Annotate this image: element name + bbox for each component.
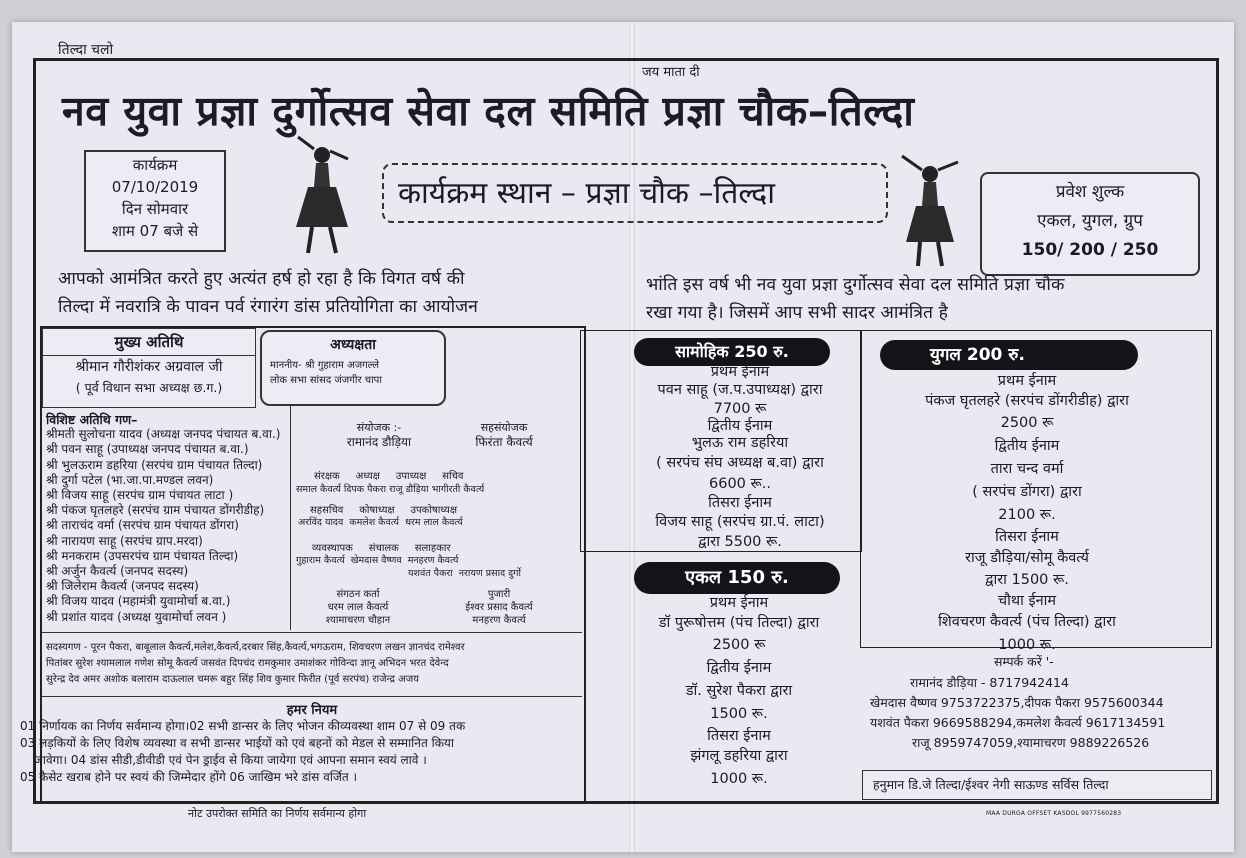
names-row3a: गुहाराम कैवर्त्य खेमदास वैष्णव मनहरण कैवर्त्य	[296, 555, 459, 566]
guests-divider	[290, 406, 291, 630]
poster-title: नव युवा प्रज्ञा दुर्गोत्सव सेवा दल समिति प्रज्ञा चौक–तिल्दा	[62, 87, 915, 135]
prize-line: तारा चन्द वर्मा	[990, 461, 1064, 477]
presidency-line2: लोक सभा सांसद जंजगीर चापा	[270, 375, 382, 386]
entry-fee-categories: एकल, युगल, ग्रुप	[1037, 211, 1143, 231]
members-divider	[42, 632, 582, 633]
prize-line: प्रथम ईनाम	[997, 373, 1057, 389]
prize-line: 1000 रू.	[998, 637, 1056, 653]
prize-line: 2500 रू	[1000, 415, 1054, 431]
organizer-label: संगठन कर्ता	[336, 589, 380, 600]
program-date: 07/10/2019	[111, 178, 199, 196]
roles-row3: व्यवस्थापक संचालक सलाहकार	[312, 543, 451, 554]
chief-guest-post: ( पूर्व विधान सभा अध्यक्ष छ.ग.)	[75, 380, 223, 395]
solo-prize-header: एकल 150 रु.	[634, 562, 840, 594]
prize-line: प्रथम ईनाम	[710, 364, 770, 380]
list-item: श्री मनकराम (उपसरपंच ग्राम पंचायत तिल्दा)	[46, 548, 239, 563]
priest-label: पुजारी	[487, 589, 511, 600]
prize-line: तिसरा ईनाम	[995, 529, 1059, 545]
presidency-line1: माननीय- श्री गुहाराम अजगल्ले	[270, 360, 380, 371]
invitation-line1-right: भांति इस वर्ष भी नव युवा प्रज्ञा दुर्गोत्सव सेवा दल समिति प्रज्ञा चौक	[646, 275, 1065, 295]
prize-line: डॉ पुरूषोत्तम (पंच तिल्दा) द्वारा	[658, 615, 820, 631]
list-item: श्रीमती सुलोचना यादव (अध्यक्ष जनपद पंचायत ब.वा.)	[46, 427, 281, 442]
dancer-illustration-right	[890, 152, 970, 270]
contact-line: रामानंद डौड़िया - 8717942414	[910, 675, 1069, 690]
prize-line: ( सरपंच डोंगरा) द्वारा	[972, 484, 1082, 500]
list-item: श्री जिलेराम कैवर्त्य (जनपद सदस्य)	[46, 579, 199, 594]
list-item: श्री विजय साहू (सरपंच ग्राम पंचायत लाटा )	[46, 488, 234, 503]
rules-block	[20, 718, 465, 786]
names-row2: अरविंद यादव कमलेश कैवर्त्य धरम लाल कैवर्त्य	[298, 517, 463, 528]
members-line3: सुरेन्द्र देव अमर अशोक बलाराम दाऊलाल चमरू बहुर सिंह शिव कुमार फिरीत (पूर्व सरपंच) राजेन्द्र अजय	[46, 674, 419, 685]
contact-line: यशवंत पैकरा 9669588294,कमलेश कैवर्त्य 9617134591	[870, 715, 1166, 730]
members-line1: सदस्यगण - पूरन पैकरा, बाबूलाल कैवर्त्य,मलेश,कैवर्त्य,दरबार सिंह,कैवर्त्य,भगऊराम, शिवचरण लखन ज्ञानचंद रामेश्वर	[46, 642, 465, 653]
left-tag: तिल्दा चलो	[58, 42, 114, 58]
prize-line: द्वितीय ईनाम	[707, 418, 773, 434]
prize-line: द्वितीय ईनाम	[994, 438, 1060, 454]
list-item: श्री प्रशांत यादव (अध्यक्ष युवामोर्चा लवन )	[46, 609, 227, 624]
prize-line: 7700 रू	[713, 401, 767, 417]
prize-line: शिवचरण कैवर्त्य (पंच तिल्दा) द्वारा	[938, 614, 1116, 630]
prize-line: डॉ. सुरेश पैकरा द्वारा	[685, 683, 793, 699]
list-item: श्री भुलऊराम डहरिया (सरपंच ग्राम पंचायत तिल्दा)	[46, 457, 263, 472]
solo-prize-list	[594, 594, 884, 792]
priest-name: ईश्वर प्रसाद कैवर्त्य	[465, 602, 533, 613]
rule-line: 03 लड़कियों के लिए विशेष व्यवस्था व सभी डान्सर भाईयों को एवं बहनों को मेडल से सम्मानित किया	[20, 736, 454, 750]
rule-line: 01 निर्णायक का निर्णय सर्वमान्य होगा।02 सभी डान्सर के लिए भोजन कीव्यवस्था शाम 07 से 09 तक	[20, 719, 466, 733]
co-convener-name: फिरंता कैवर्त्य	[475, 435, 533, 449]
entry-fee-label: प्रवेश शुल्क	[1055, 182, 1125, 202]
program-label: कार्यक्रम	[132, 156, 178, 174]
contact-block	[862, 652, 1212, 753]
prize-line: भुलऊ राम डहरिया	[691, 435, 789, 451]
list-item: श्री अर्जुन कैवर्त्य (जनपद सदस्य)	[46, 564, 189, 579]
prize-line: द्वारा 1500 रू.	[985, 572, 1069, 588]
note-text: नोट उपरोक्त समिति का निर्णय सर्वमान्य होगा	[188, 807, 367, 820]
prize-line: प्रथम ईनाम	[709, 595, 769, 611]
prize-line: ( सरपंच संघ अध्यक्ष ब.वा) द्वारा	[656, 455, 824, 471]
rule-line: जावेगा। 04 डांस सीडी,डीवीडी एवं पेन ड्राईव से किया जायेगा एवं आपना समान स्वयं लावे ।	[34, 753, 427, 767]
prize-line: पंकज घृतलहरे (सरपंच डोंगरीडीह) द्वारा	[925, 393, 1129, 409]
contact-line: खेमदास वैष्णव 9753722375,दीपक पैकरा 9575600344	[870, 695, 1164, 710]
names-row3b: यशवंत पैकरा नरायण प्रसाद दुर्गो	[408, 568, 521, 579]
co-convener-label: सहसंयोजक	[480, 421, 528, 434]
rules-label: हमर नियम	[286, 703, 338, 718]
priest-name: मनहरण कैवर्त्य	[472, 615, 526, 626]
sound-box	[862, 770, 1212, 800]
group-prize-list	[600, 364, 880, 552]
printer-credit: MAA DURGA OFFSET KASDOL 9977560283	[986, 810, 1122, 817]
prize-line: 1500 रू.	[710, 706, 768, 722]
prize-line: विजय साहू (सरपंच ग्रा.पं. लाटा)	[655, 514, 825, 530]
rule-line: 05 कैसेट खराब होने पर स्वयं की जिम्मेदार होंगे 06 जाखिम भरे डांस वर्जित ।	[20, 770, 358, 784]
prize-line: द्वितीय ईनाम	[706, 660, 772, 676]
list-item: श्री विजय यादव (महामंत्री युवामोर्चा ब.वा.)	[46, 594, 231, 609]
dancer-illustration-left	[278, 135, 363, 260]
contact-label: सम्पर्क करें '-	[994, 654, 1054, 669]
list-item: श्री नारायण साहू (सरपंच ग्राप.मरदा)	[46, 533, 203, 548]
special-guests-label: विशिष्ट अतिथि गण–	[46, 412, 138, 427]
members-block	[46, 640, 465, 688]
prize-line: 2500 रू	[712, 637, 766, 653]
rules-divider	[42, 696, 582, 697]
organizer-name: श्यामाचरण चौहान	[325, 615, 391, 626]
contact-line: राजू 8959747059,श्यामाचरण 9889226526	[912, 735, 1150, 750]
list-item: श्री पंकज घृतलहरे (सरपंच ग्राम पंचायत डोंगरीडीह)	[46, 503, 265, 518]
chief-guest-box	[42, 328, 256, 408]
organizer-name: धरम लाल कैवर्त्य	[327, 602, 389, 613]
prize-line: चौथा ईनाम	[997, 593, 1057, 609]
chief-guest-name: श्रीमान गौरीशंकर अग्रवाल जी	[75, 359, 223, 375]
convener-label: संयोजक :-	[356, 421, 402, 434]
program-time: शाम 07 बजे से	[111, 222, 199, 240]
names-row1: समाल कैवर्त्य दिपक पैकरा राजू डौड़िया भागीरती कैवर्त्य	[296, 484, 485, 495]
entry-fee-box	[980, 172, 1200, 276]
special-guests-list	[46, 412, 288, 625]
prize-line: द्वारा 5500 रू.	[698, 534, 782, 550]
prize-line: राजू डौड़िया/सोमू कैवर्त्य	[965, 550, 1089, 566]
entry-fee-amounts: 150/ 200 / 250	[1021, 240, 1159, 260]
presidency-box	[260, 330, 446, 406]
list-item: श्री पवन साहू (उपाध्यक्ष जनपद पंचायत ब.वा.)	[46, 442, 249, 457]
roles-row2: सहसचिव कोषाध्यक्ष उपकोषाध्यक्ष	[310, 505, 458, 516]
convener-name: रामानंद डौड़िया	[346, 435, 412, 449]
group-prize-header: सामोहिक 250 रु.	[634, 338, 830, 366]
venue-text: कार्यक्रम स्थान – प्रज्ञा चौक –तिल्दा	[398, 176, 775, 211]
list-item: श्री दुर्गा पटेल (भा.जा.पा.मण्डल लवन)	[46, 472, 214, 487]
prize-line: 1000 रू.	[710, 771, 768, 787]
invitation-line2-right: रखा गया है। जिसमें आप सभी सादर आमंत्रित है	[646, 303, 948, 323]
right-tag: जय माता दी	[642, 65, 700, 80]
presidency-label: अध्यक्षता	[330, 337, 376, 353]
chief-guest-label: मुख्य अतिथि	[43, 329, 255, 356]
prize-line: तिसरा ईनाम	[708, 495, 772, 511]
prize-line: तिसरा ईनाम	[707, 728, 771, 744]
prize-line: पवन साहू (ज.प.उपाध्यक्ष) द्वारा	[657, 382, 823, 398]
invitation-line2-left: तिल्दा में नवरात्रि के पावन पर्व रंगारंग डांस प्रतियोगिता का आयोजन	[58, 297, 478, 317]
program-day: दिन सोमवार	[121, 200, 189, 218]
prize-line: 6600 रू..	[709, 476, 771, 492]
sound-text: हनुमान डि.जे तिल्दा/ईश्वर नेगी साऊण्ड सर्विस तिल्दा	[873, 777, 1109, 792]
roles-row1: संरक्षक अध्यक्ष उपाध्यक्ष सचिव	[314, 471, 464, 482]
duet-prize-list	[862, 372, 1192, 657]
members-line2: पितांबर सुरेश श्यामलाल गणेश सोमू कैवर्त्य जसवंत दिपचंद रामकुमार उमाशंकर गोविन्दा ज्ञानू अभिदन भरत देवेन्द	[46, 658, 449, 669]
prize-line: 2100 रू.	[998, 507, 1056, 523]
prize-line: झंगलू डहरिया द्वारा	[690, 748, 788, 764]
invitation-line1-left: आपको आमंत्रित करते हुए अत्यंत हर्ष हो रहा है कि विगत वर्ष की	[58, 269, 465, 289]
duet-prize-header: युगल 200 रु.	[880, 340, 1138, 370]
program-box	[84, 150, 226, 252]
list-item: श्री ताराचंद वर्मा (सरपंच ग्राम पंचायत डोंगरा)	[46, 518, 239, 533]
